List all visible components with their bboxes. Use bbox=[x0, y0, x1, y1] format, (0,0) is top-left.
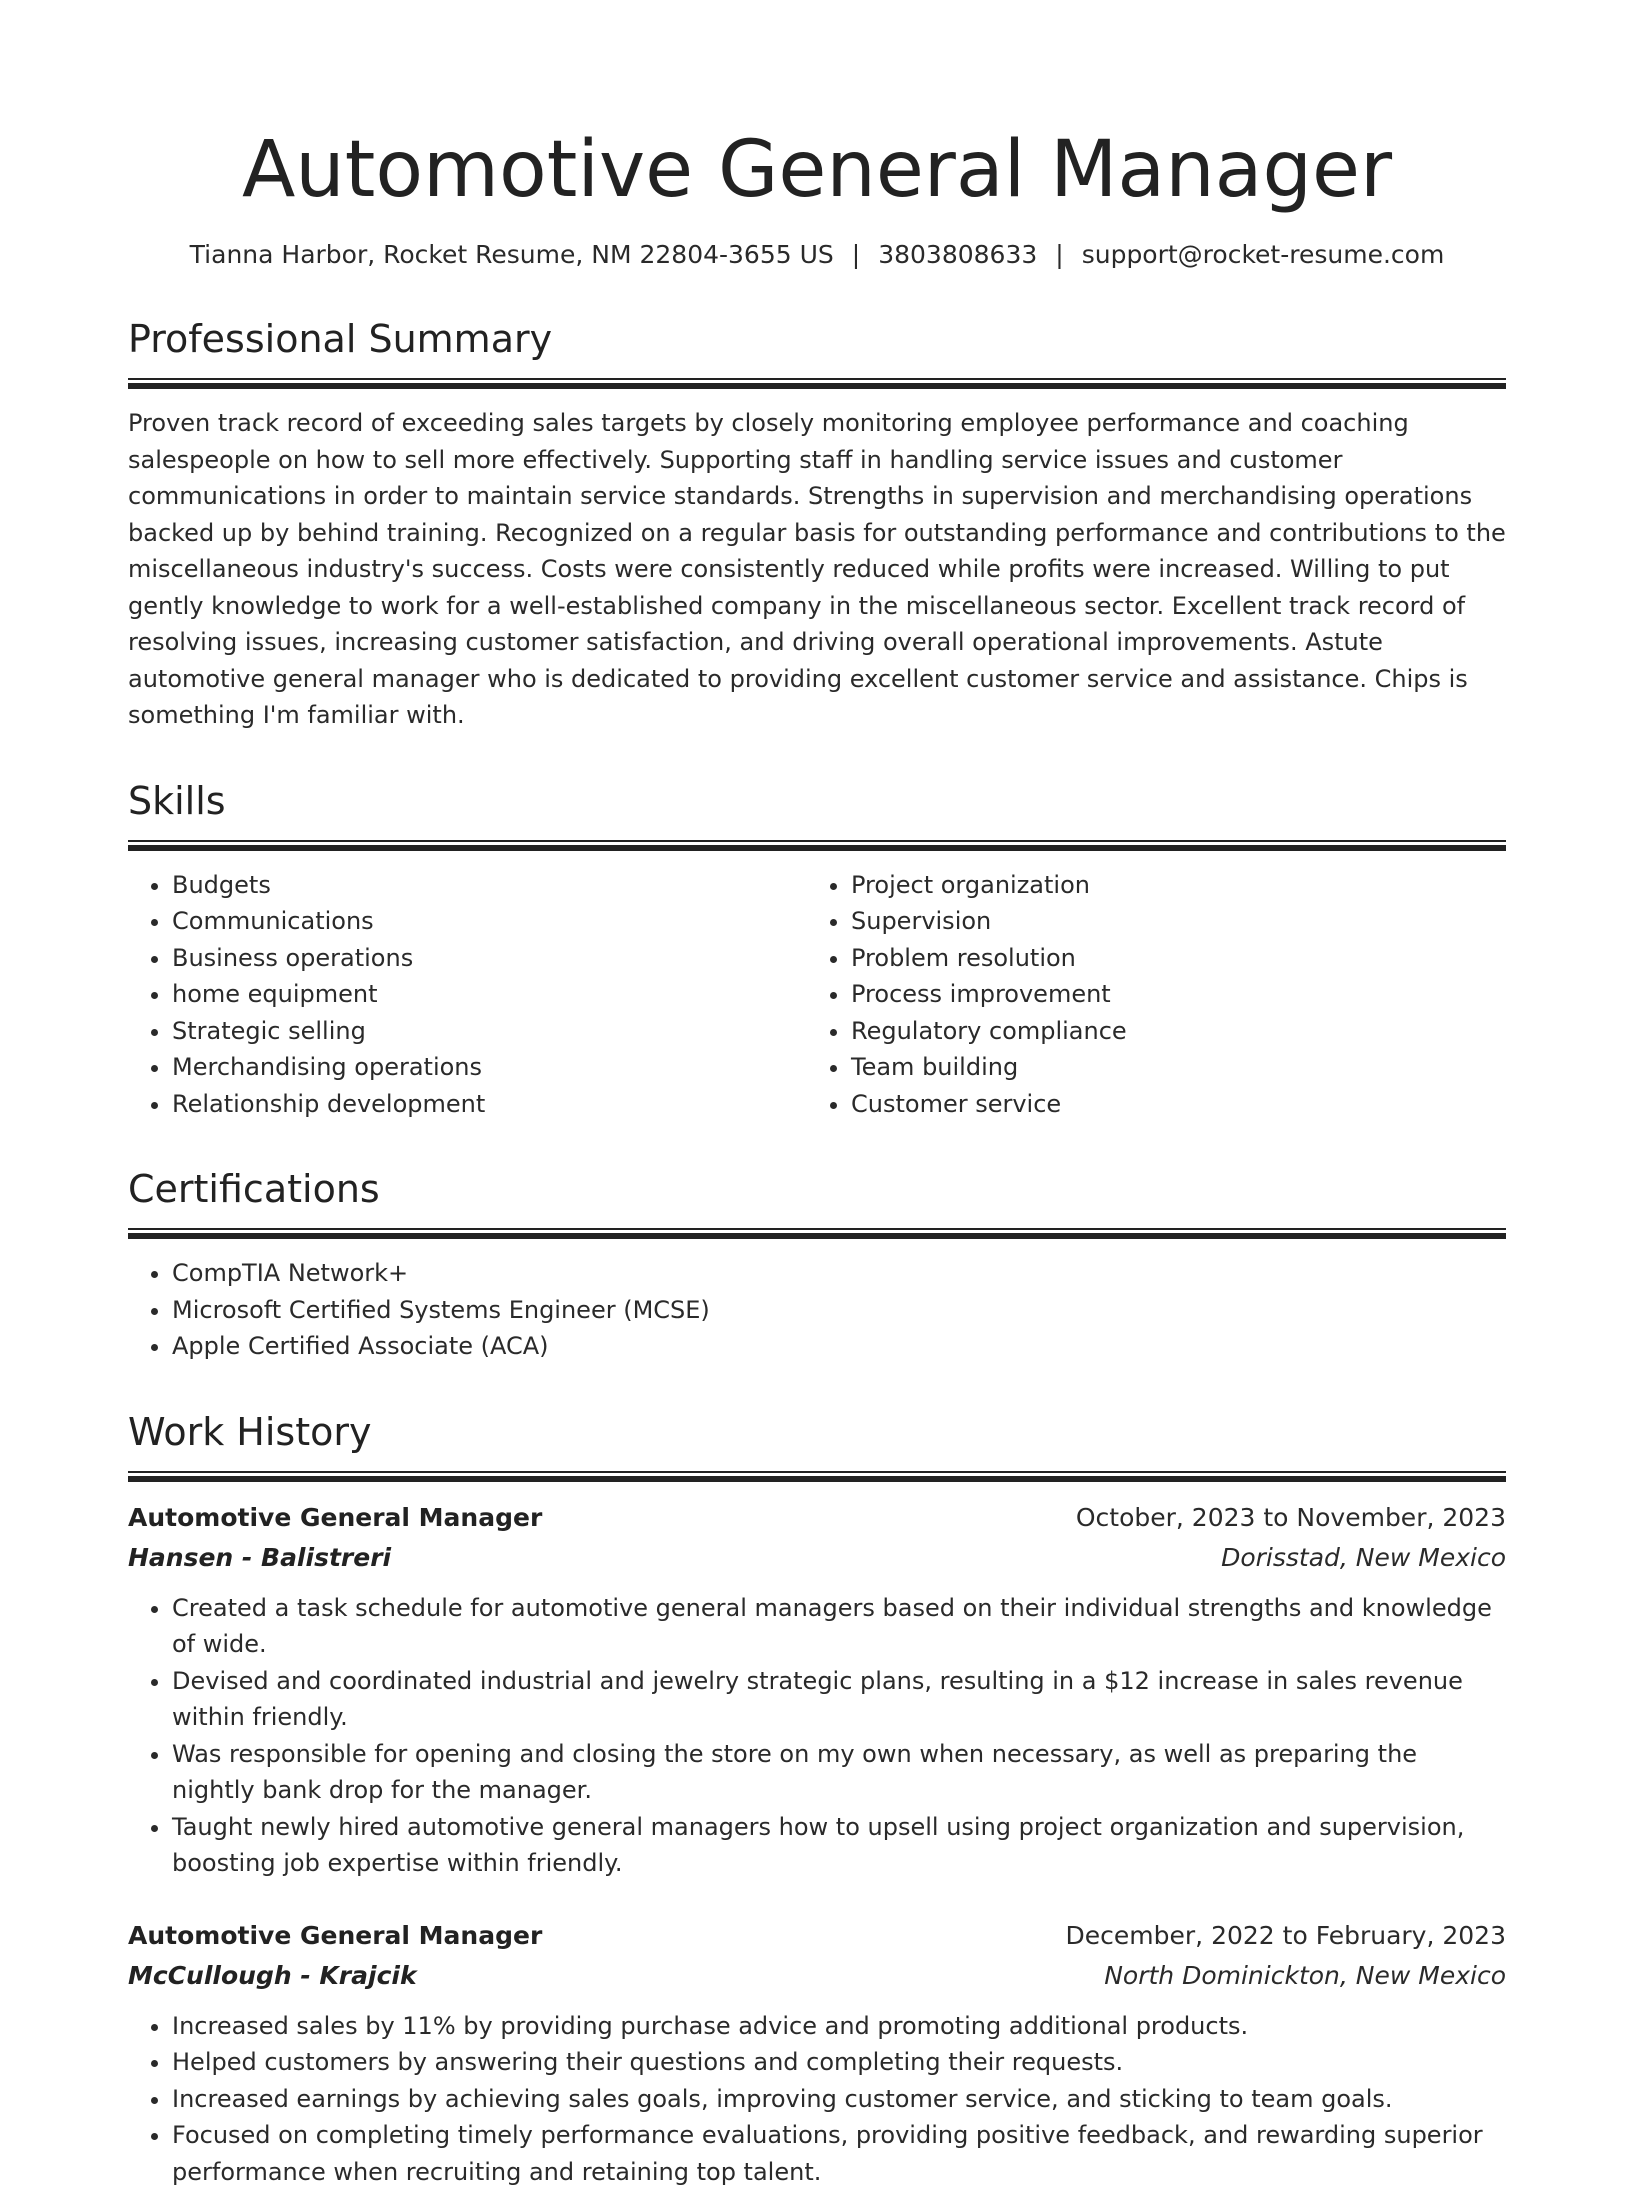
job-location: North Dominickton, New Mexico bbox=[1104, 1956, 1506, 1996]
job-location: Dorisstad, New Mexico bbox=[1221, 1538, 1506, 1578]
skill-item: • Relationship development bbox=[172, 1086, 807, 1123]
skill-item: • Merchandising operations bbox=[172, 1049, 807, 1086]
job-bullets bbox=[128, 2008, 1506, 2190]
skills-list-right bbox=[807, 867, 1486, 1123]
section-divider bbox=[128, 1471, 1506, 1482]
contact-email: support@rocket-resume.com bbox=[1082, 240, 1445, 269]
skill-item: • Problem resolution bbox=[851, 940, 1486, 977]
summary-text: Proven track record of exceeding sales targets by closely monitoring employee performance and coaching salespeople on how to sell more effectively. Supporting staff in handling service issues and customer communications in order to maintain service standards. Strengths in supervision and merchandising operations backed up by behind training. Recognized on a regular basis for outstanding performance and contributions to the miscellaneous industry's success. Costs were consistently reduced while profits were increased. Willing to put gently knowledge to work for a well-established company in the miscellaneous sector. Excellent track record of resolving issues, increasing customer satisfaction, and driving overall operational improvements. Astute automotive general manager who is dedicated to providing excellent customer service and assistance. Chips is something I'm familiar with. bbox=[128, 405, 1506, 734]
job-dates: October, 2023 to November, 2023 bbox=[1076, 1498, 1506, 1538]
section-divider bbox=[128, 840, 1506, 851]
job-bullets bbox=[128, 1590, 1506, 1882]
certification-item: • Apple Certified Associate (ACA) bbox=[172, 1328, 1506, 1365]
skill-item: • Team building bbox=[851, 1049, 1486, 1086]
contact-separator: | bbox=[1037, 238, 1081, 272]
job-dates: December, 2022 to February, 2023 bbox=[1066, 1916, 1506, 1956]
job-header-row bbox=[128, 1916, 1506, 1956]
section-divider bbox=[128, 378, 1506, 389]
job-bullet: • Was responsible for opening and closing the store on my own when necessary, as well as preparing the nightly bank drop for the manager. bbox=[172, 1736, 1506, 1809]
skill-item: • Strategic selling bbox=[172, 1013, 807, 1050]
job-company: Hansen - Balistreri bbox=[128, 1538, 391, 1578]
job-bullet: • Created a task schedule for automotive general managers based on their individual strengths and knowledge of wide. bbox=[172, 1590, 1506, 1663]
summary-section bbox=[128, 316, 1506, 734]
certifications-list-wrap bbox=[128, 1255, 1506, 1365]
job-title: Automotive General Manager bbox=[128, 1916, 542, 1956]
job-entry bbox=[128, 1498, 1506, 1882]
skills-column-left bbox=[128, 867, 807, 1123]
section-title-work-history: Work History bbox=[128, 1409, 1506, 1455]
certifications-list bbox=[128, 1255, 1506, 1365]
job-bullet: • Devised and coordinated industrial and jewelry strategic plans, resulting in a $12 increase in sales revenue within friendly. bbox=[172, 1663, 1506, 1736]
skills-columns bbox=[128, 867, 1506, 1123]
skill-item: • Process improvement bbox=[851, 976, 1486, 1013]
job-company-row bbox=[128, 1538, 1506, 1578]
job-company-row bbox=[128, 1956, 1506, 1996]
section-title-certifications: Certifications bbox=[128, 1166, 1506, 1212]
contact-separator: | bbox=[834, 238, 878, 272]
job-bullet: • Taught newly hired automotive general managers how to upsell using project organization and supervision, boosting job expertise within friendly. bbox=[172, 1809, 1506, 1882]
job-header-row bbox=[128, 1498, 1506, 1538]
contact-address: Tianna Harbor, Rocket Resume, NM 22804-3655 US bbox=[190, 240, 834, 269]
skill-item: • Customer service bbox=[851, 1086, 1486, 1123]
contact-line bbox=[128, 238, 1506, 272]
section-divider bbox=[128, 1228, 1506, 1239]
job-bullet: • Increased sales by 11% by providing purchase advice and promoting additional products. bbox=[172, 2008, 1506, 2045]
certifications-section bbox=[128, 1166, 1506, 1365]
section-title-skills: Skills bbox=[128, 778, 1506, 824]
skill-item: • Regulatory compliance bbox=[851, 1013, 1486, 1050]
job-bullet: • Increased earnings by achieving sales goals, improving customer service, and sticking to team goals. bbox=[172, 2081, 1506, 2118]
candidate-name: Automotive General Manager bbox=[128, 118, 1506, 222]
skill-item: • Project organization bbox=[851, 867, 1486, 904]
skills-list-left bbox=[128, 867, 807, 1123]
skill-item: • Communications bbox=[172, 903, 807, 940]
contact-phone: 3803808633 bbox=[878, 240, 1037, 269]
certification-item: • CompTIA Network+ bbox=[172, 1255, 1506, 1292]
skill-item: • Budgets bbox=[172, 867, 807, 904]
job-title: Automotive General Manager bbox=[128, 1498, 542, 1538]
skill-item: • home equipment bbox=[172, 976, 807, 1013]
job-entry bbox=[128, 1916, 1506, 2190]
skills-section bbox=[128, 778, 1506, 1123]
work-history-section bbox=[128, 1409, 1506, 2190]
certification-item: • Microsoft Certified Systems Engineer (MCSE) bbox=[172, 1292, 1506, 1329]
job-company: McCullough - Krajcik bbox=[128, 1956, 417, 1996]
skills-column-right bbox=[807, 867, 1486, 1123]
resume-page bbox=[128, 0, 1506, 2190]
skill-item: • Business operations bbox=[172, 940, 807, 977]
section-title-summary: Professional Summary bbox=[128, 316, 1506, 362]
job-bullet: • Focused on completing timely performance evaluations, providing positive feedback, and rewarding superior performance when recruiting and retaining top talent. bbox=[172, 2117, 1506, 2190]
skill-item: • Supervision bbox=[851, 903, 1486, 940]
job-bullet: • Helped customers by answering their questions and completing their requests. bbox=[172, 2044, 1506, 2081]
